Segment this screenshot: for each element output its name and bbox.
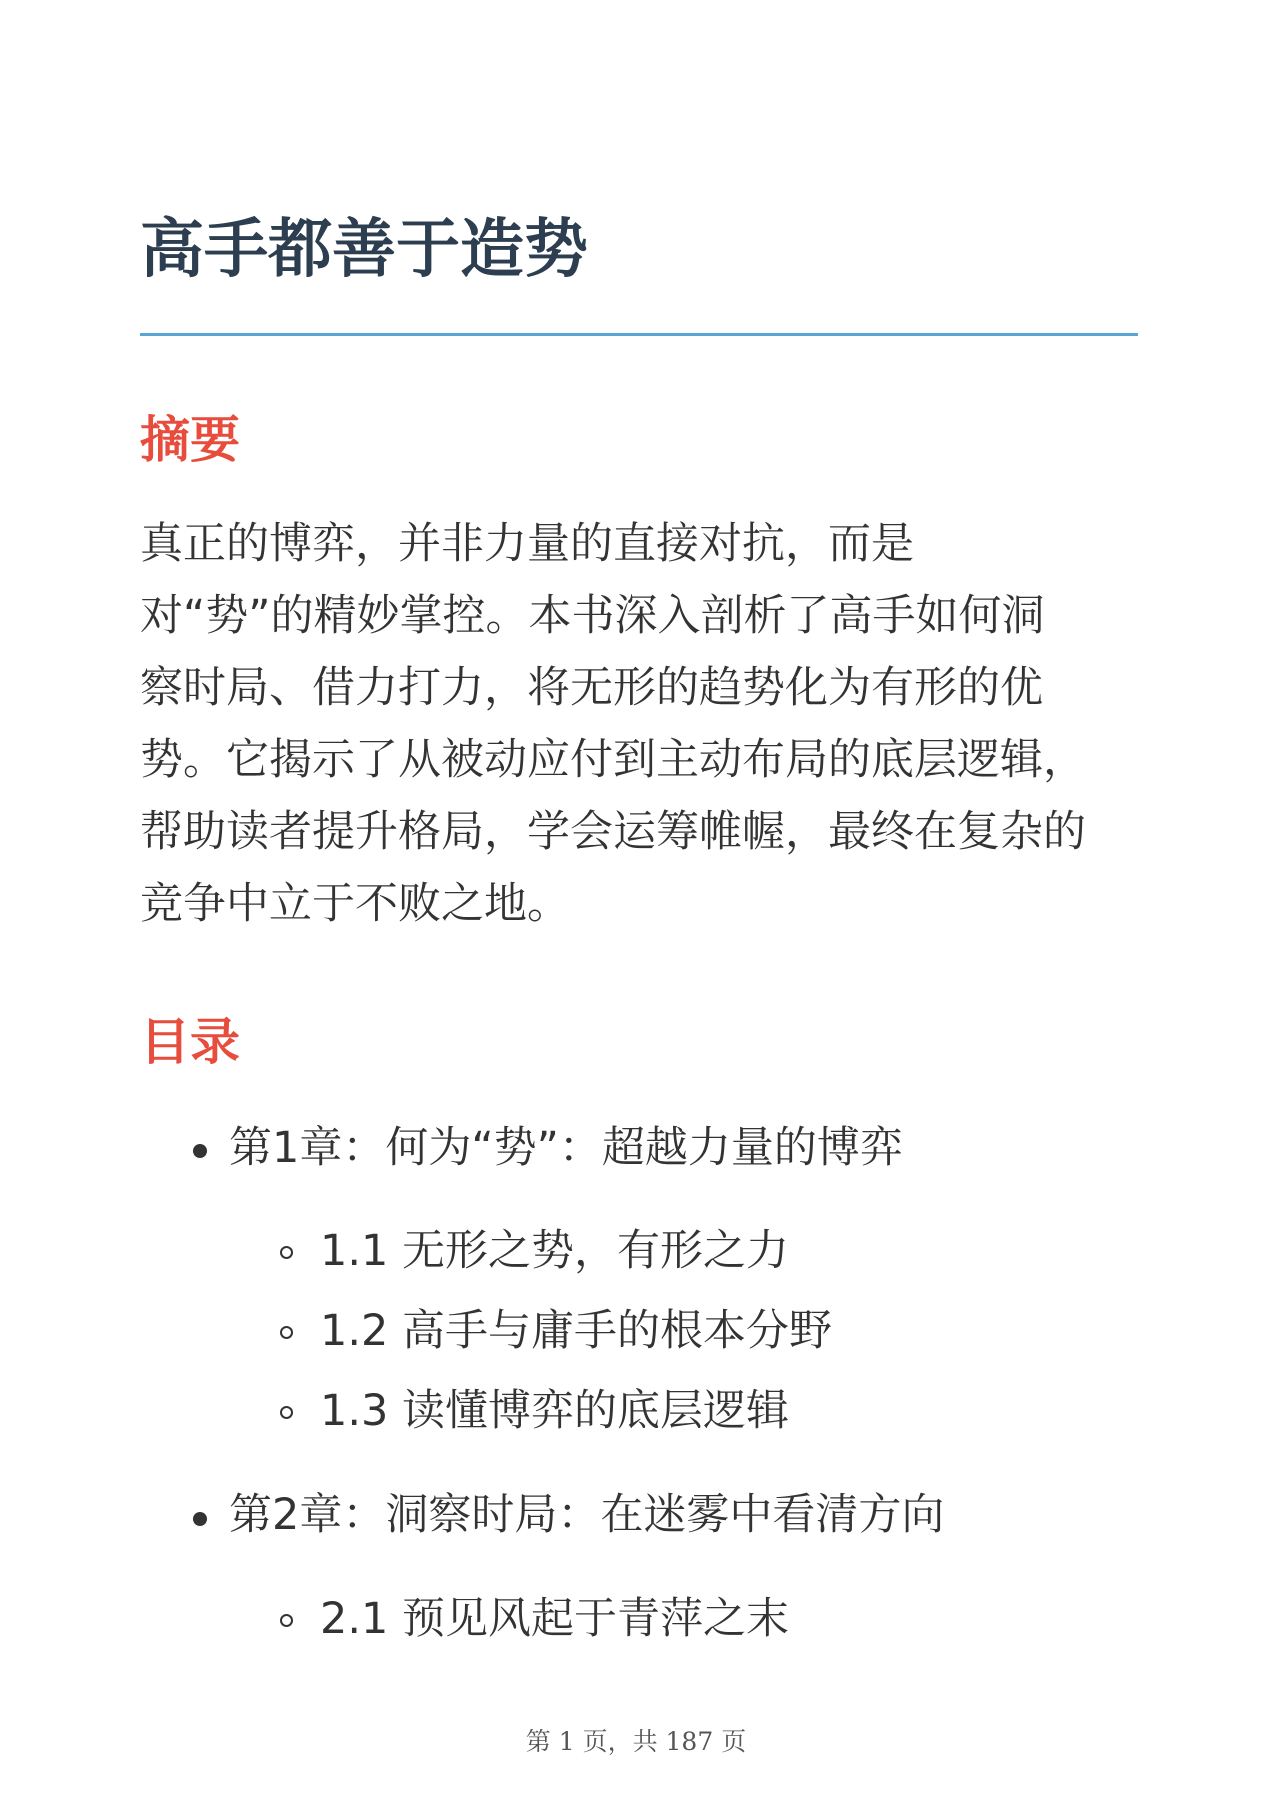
bullet-circle-icon xyxy=(280,1406,293,1419)
bullet-dot-icon xyxy=(193,1512,207,1526)
toc-section-2-1[interactable]: 2.1 预见风起于青萍之末 xyxy=(320,1594,790,1644)
abstract-line: 竞争中立于不败之地。 xyxy=(140,879,570,929)
bullet-dot-icon xyxy=(193,1144,207,1158)
title-divider xyxy=(140,333,1138,336)
toc-chapter-2[interactable]: 第2章：洞察时局：在迷雾中看清方向 xyxy=(229,1490,945,1540)
toc-section-1-1[interactable]: 1.1 无形之势，有形之力 xyxy=(320,1226,790,1276)
abstract-line: 对“势”的精妙掌控。本书深入剖析了高手如何洞 xyxy=(140,591,1045,641)
abstract-heading: 摘要 xyxy=(140,411,240,469)
toc-chapter-1[interactable]: 第1章：何为“势”：超越力量的博弈 xyxy=(229,1123,903,1173)
toc-section-1-3[interactable]: 1.3 读懂博弈的底层逻辑 xyxy=(320,1386,790,1436)
abstract-line: 势。它揭示了从被动应付到主动布局的底层逻辑， xyxy=(140,735,1086,785)
toc-heading: 目录 xyxy=(140,1013,240,1071)
page-number-footer: 第 1 页，共 187 页 xyxy=(525,1727,747,1756)
bullet-circle-icon xyxy=(280,1614,293,1627)
abstract-text xyxy=(140,508,1086,940)
bullet-circle-icon xyxy=(280,1326,293,1339)
abstract-line: 真正的博弈，并非力量的直接对抗，而是 xyxy=(140,519,914,569)
bullet-circle-icon xyxy=(280,1246,293,1259)
abstract-line: 帮助读者提升格局，学会运筹帷幄，最终在复杂的 xyxy=(140,807,1086,857)
toc-section-1-2[interactable]: 1.2 高手与庸手的根本分野 xyxy=(320,1306,833,1356)
document-title: 高手都善于造势 xyxy=(140,213,588,287)
abstract-line: 察时局、借力打力，将无形的趋势化为有形的优 xyxy=(140,663,1043,713)
